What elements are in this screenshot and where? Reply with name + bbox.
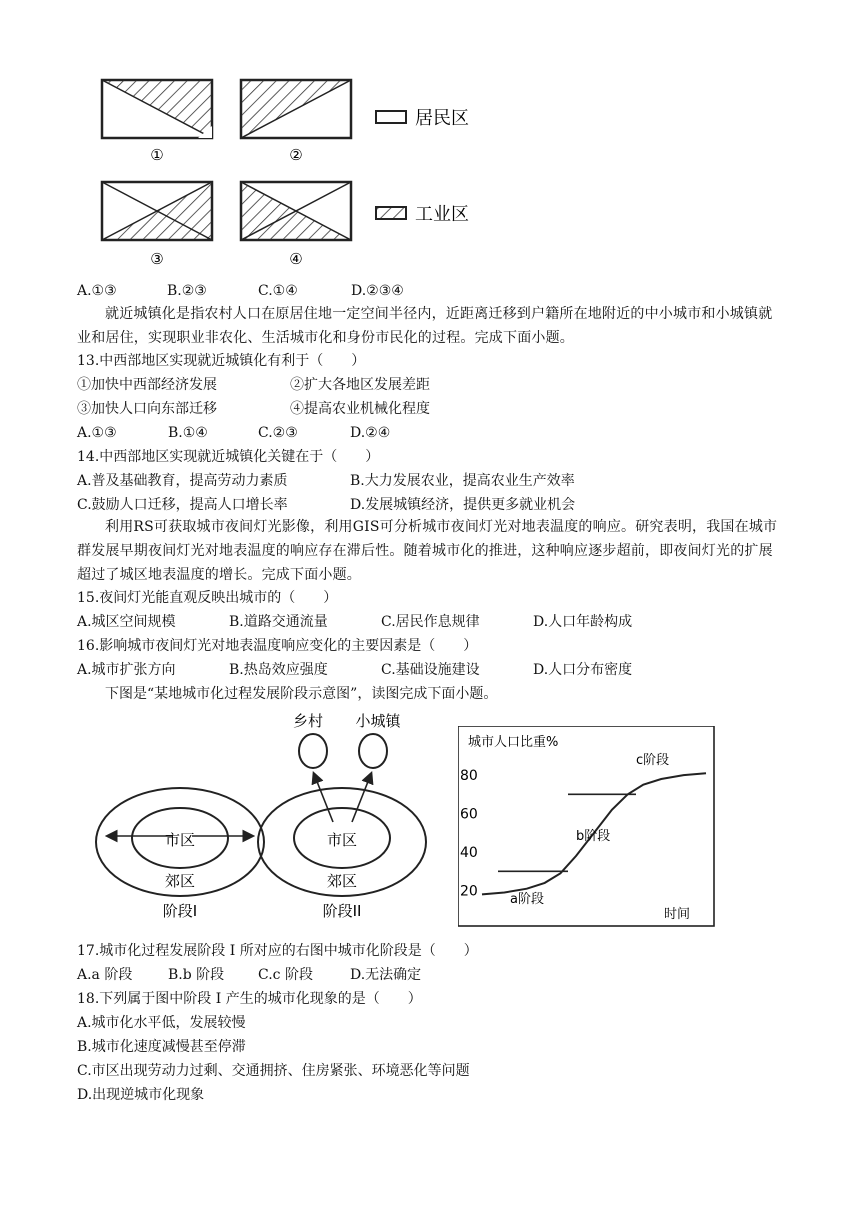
q16-option-c[interactable]: C.基础设施建设 xyxy=(381,662,480,678)
town-node xyxy=(359,734,387,768)
legend-industrial: 工业区 xyxy=(415,204,469,225)
stage1-suburb-label: 郊区 xyxy=(164,872,196,890)
q15-stem: 15.夜间灯光能直观反映出城市的（ ） xyxy=(77,590,338,606)
y-ticks xyxy=(460,768,478,900)
q13-item-2: ②扩大各地区发展差距 xyxy=(290,377,430,393)
q13-option-c[interactable]: C.②③ xyxy=(258,425,298,441)
q18-option-a[interactable]: A.城市化水平低，发展较慢 xyxy=(77,1015,246,1031)
y-tick-label: 60 xyxy=(460,806,478,823)
panel-label-4: ④ xyxy=(289,250,303,268)
stage1-caption: 阶段I xyxy=(162,902,198,920)
q12-option-a[interactable]: A.①③ xyxy=(77,283,117,299)
stage-c-label: c阶段 xyxy=(636,753,670,768)
industrial-swatch xyxy=(376,207,406,219)
q16-stem: 16.影响城市夜间灯光对地表温度响应变化的主要因素是（ ） xyxy=(77,638,478,654)
x-axis-title: 时间 xyxy=(664,907,691,922)
y-tick-label: 20 xyxy=(460,883,478,900)
q13-item-1: ①加快中西部经济发展 xyxy=(77,377,217,393)
y-tick-label: 40 xyxy=(460,845,478,862)
y-axis-title: 城市人口比重% xyxy=(468,735,559,750)
stage2-suburb-label: 郊区 xyxy=(326,872,358,890)
y-tick-label: 80 xyxy=(460,768,478,785)
urbanization-stage-diagram xyxy=(88,706,438,928)
q14-option-c[interactable]: C.鼓励人口迁移，提高人口增长率 xyxy=(77,497,288,513)
village-node xyxy=(299,734,327,768)
q14-option-a[interactable]: A.普及基础教育，提高劳动力素质 xyxy=(77,473,288,489)
q15-option-d[interactable]: D.人口年龄构成 xyxy=(533,614,633,630)
q13-stem: 13.中西部地区实现就近城镇化有利于（ ） xyxy=(77,353,366,369)
q13-option-b[interactable]: B.①④ xyxy=(168,425,208,441)
layout-panel-2 xyxy=(241,80,351,164)
residential-swatch xyxy=(376,111,406,123)
q17-option-c[interactable]: C.c 阶段 xyxy=(258,967,313,983)
land-use-figure xyxy=(78,62,518,280)
legend xyxy=(376,108,469,225)
q13-option-a[interactable]: A.①③ xyxy=(77,425,117,441)
q18-option-d[interactable]: D.出现逆城市化现象 xyxy=(77,1087,205,1103)
layout-panel-4 xyxy=(241,182,351,268)
q13-option-d[interactable]: D.②④ xyxy=(350,425,391,441)
q15-option-b[interactable]: B.道路交通流量 xyxy=(229,614,328,630)
stage-2-diagram xyxy=(258,712,426,920)
stage-a-label: a阶段 xyxy=(510,892,544,907)
q18-stem: 18.下列属于图中阶段 I 产生的城市化现象的是（ ） xyxy=(77,991,422,1007)
panel-label-1: ① xyxy=(150,146,164,164)
stage1-urban-label: 市区 xyxy=(164,831,196,849)
q16-option-d[interactable]: D.人口分布密度 xyxy=(533,662,633,678)
q17-option-b[interactable]: B.b 阶段 xyxy=(168,967,225,983)
village-label: 乡村 xyxy=(292,712,324,730)
passage-urbanization-stages xyxy=(105,684,497,704)
stage-b-label: b阶段 xyxy=(576,829,611,844)
q12-option-c[interactable]: C.①④ xyxy=(258,283,298,299)
urbanization-curve-chart xyxy=(458,726,718,930)
q14-option-d[interactable]: D.发展城镇经济，提供更多就业机会 xyxy=(350,497,576,513)
stage2-urban-label: 市区 xyxy=(326,831,358,849)
town-label: 小城镇 xyxy=(355,712,401,730)
passage-3-text: 下图是“某地城市化过程发展阶段示意图”，读图完成下面小题。 xyxy=(105,686,498,702)
q15-option-c[interactable]: C.居民作息规律 xyxy=(381,614,480,630)
layout-panel-3 xyxy=(102,182,212,268)
stage-1-diagram xyxy=(96,788,264,920)
passage-nearby-urbanization xyxy=(77,302,779,350)
passage-night-lights xyxy=(77,515,779,587)
q18-option-c[interactable]: C.市区出现劳动力过剩、交通拥挤、住房紧张、环境恶化等问题 xyxy=(77,1063,470,1079)
chart-frame xyxy=(458,726,714,926)
stage2-caption: 阶段II xyxy=(322,902,362,920)
layout-panel-1 xyxy=(102,80,212,164)
q14-stem: 14.中西部地区实现就近城镇化关键在于（ ） xyxy=(77,449,380,465)
passage-2-text: 利用RS可获取城市夜间灯光影像，利用GIS可分析城市夜间灯光对地表温度的响应。研究表明，我国在城市群发展早期夜间灯光对地表温度的响应存在滞后性。随着城市化的推进，这种响应逐步超前，即夜间灯光的扩展超过了城区地表温度的增长。完成下面小题。 xyxy=(77,519,778,583)
q16-option-a[interactable]: A.城市扩张方向 xyxy=(77,662,176,678)
q13-item-3: ③加快人口向东部迁移 xyxy=(77,401,217,417)
q12-option-d[interactable]: D.②③④ xyxy=(351,283,404,299)
q17-stem: 17.城市化过程发展阶段 I 所对应的右图中城市化阶段是（ ） xyxy=(77,943,478,959)
q15-option-a[interactable]: A.城区空间规模 xyxy=(77,614,176,630)
q13-item-4: ④提高农业机械化程度 xyxy=(290,401,430,417)
q14-option-b[interactable]: B.大力发展农业，提高农业生产效率 xyxy=(350,473,575,489)
q18-option-b[interactable]: B.城市化速度减慢甚至停滞 xyxy=(77,1039,246,1055)
panel-label-2: ② xyxy=(289,146,303,164)
q12-option-b[interactable]: B.②③ xyxy=(167,283,207,299)
passage-1-text: 就近城镇化是指农村人口在原居住地一定空间半径内，近距离迁移到户籍所在地附近的中小城市和小城镇就业和居住，实现职业非农化、生活城市化和身份市民化的过程。完成下面小题。 xyxy=(77,306,773,346)
q16-option-b[interactable]: B.热岛效应强度 xyxy=(229,662,328,678)
q17-option-a[interactable]: A.a 阶段 xyxy=(77,967,133,983)
q17-option-d[interactable]: D.无法确定 xyxy=(350,967,422,983)
panel-label-3: ③ xyxy=(150,250,164,268)
legend-residential: 居民区 xyxy=(415,108,469,129)
